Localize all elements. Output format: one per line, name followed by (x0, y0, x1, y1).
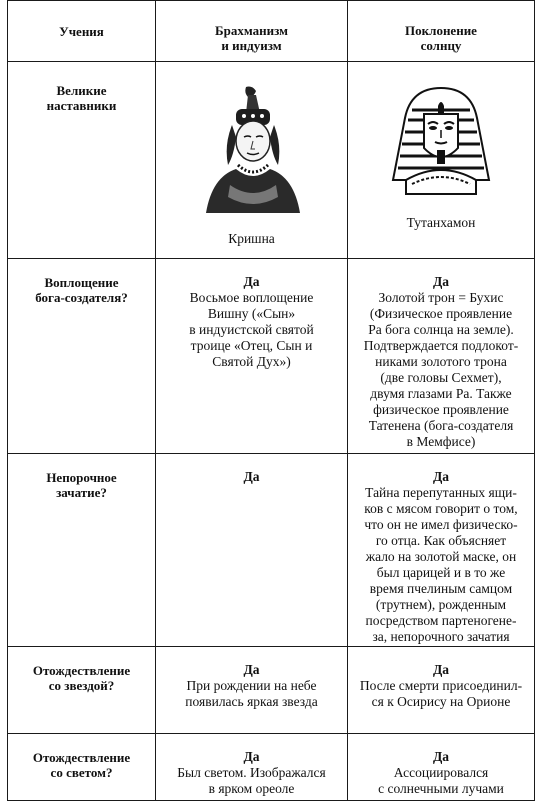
header-row (8, 1, 535, 62)
sun-conception-cell (348, 454, 535, 647)
krishna-caption: Кришна (228, 231, 275, 246)
brahmanism-light-cell (156, 734, 348, 801)
cell-text-line: (трутнем), рожденным (375, 597, 507, 612)
row-label-line: бога-создателя? (35, 290, 128, 305)
row-incarnation (8, 259, 535, 454)
yes-label: Да (243, 662, 260, 677)
cell-text-line: в индуистской святой (189, 322, 314, 337)
row-label-line: Непорочное (46, 470, 117, 485)
cell-text-line: (Физическое проявление (369, 306, 513, 321)
row-label-line: наставники (46, 98, 117, 113)
cell-text-line: что он не имел физическо- (364, 517, 518, 532)
tutankhamun-cell (348, 62, 535, 259)
row-label (8, 734, 156, 801)
tutankhamun-mask-image (386, 84, 496, 196)
cell-text-line: физическое проявление (373, 402, 509, 417)
cell-text-line: Татенена (бога-создателя (368, 418, 514, 433)
cell-text-line: Тайна перепутанных ящи- (365, 485, 517, 500)
row-star (8, 647, 535, 734)
cell-text-line: Вишну («Сын» (207, 306, 296, 321)
cell-text-line: с солнечными лучами (378, 781, 504, 796)
yes-label: Да (432, 274, 450, 289)
cell-text-line: в ярком ореоле (208, 781, 295, 796)
krishna-cell (156, 62, 348, 259)
yes-label: Да (243, 274, 260, 289)
cell-text-line: Ассоциировался (393, 765, 489, 780)
cell-text-line: Ра бога солнца на земле). (368, 322, 514, 337)
cell-text-line: за, непорочного зачатия (372, 629, 510, 644)
header-brahmanism (156, 1, 348, 62)
cell-text-line: Золотой трон = Бухис (378, 290, 504, 305)
cell-text-line: троице «Отец, Сын и (190, 338, 313, 353)
cell-text-line: ся к Осирису на Орионе (371, 694, 511, 709)
krishna-portrait-image (200, 85, 304, 213)
row-immaculate-conception (8, 454, 535, 647)
brahmanism-incarnation-cell (156, 259, 348, 454)
row-great-teachers (8, 62, 535, 259)
comparison-table (7, 0, 535, 801)
row-light (8, 734, 535, 801)
cell-text-line: При рождении на небе (186, 678, 317, 693)
row-label-line: со звездой? (48, 678, 115, 693)
tutankhamun-caption: Тутанхамон (406, 215, 476, 230)
row-label-line: со светом? (50, 765, 113, 780)
row-label (8, 647, 156, 734)
cell-text-line: Был светом. Изображался (177, 765, 326, 780)
cell-text-line: никами золотого трона (375, 354, 507, 369)
header-brahmanism-line2: и индуизм (221, 38, 282, 53)
row-label-line: Великие (56, 83, 107, 98)
cell-text-line: жало на золотой маске, он (365, 549, 517, 564)
yes-label: Да (243, 749, 260, 764)
header-brahmanism-line1: Брахманизм (215, 23, 288, 38)
yes-label: Да (243, 469, 260, 484)
cell-text-line: го отца. Как объясняет (375, 533, 507, 548)
cell-text-line: Подтверждается подлокот- (363, 338, 519, 353)
cell-text-line: (две головы Сехмет), (380, 370, 502, 385)
cell-text-line: двумя глазами Ра. Также (370, 386, 512, 401)
row-label-line: зачатие? (56, 485, 107, 500)
sun-incarnation-cell (348, 259, 535, 454)
header-teachings (8, 1, 156, 62)
row-label (8, 259, 156, 454)
yes-label: Да (432, 469, 450, 484)
brahmanism-star-cell (156, 647, 348, 734)
sun-light-cell (348, 734, 535, 801)
cell-text-line: ков с мясом говорит о том, (364, 501, 518, 516)
cell-text-line: посредством партеногене- (365, 613, 517, 628)
yes-label: Да (432, 662, 450, 677)
cell-text-line: в Мемфисе) (406, 434, 476, 449)
cell-text-line: После смерти присоединил- (359, 678, 523, 693)
header-sun-worship-line1: Поклонение (405, 23, 477, 38)
header-sun-worship (348, 1, 535, 62)
cell-text-line: появилась яркая звезда (185, 694, 318, 709)
row-label (8, 454, 156, 647)
row-label-line: Отождествление (32, 750, 131, 765)
header-teachings-label: Учения (59, 24, 104, 39)
cell-text-line: Восьмое воплощение (189, 290, 314, 305)
cell-text-line: время пчелиным самцом (369, 581, 513, 596)
cell-text-line: был царицей и в то же (376, 565, 506, 580)
header-sun-worship-line2: солнцу (420, 38, 462, 53)
cell-text-line: Святой Дух») (212, 354, 291, 369)
sun-star-cell (348, 647, 535, 734)
yes-label: Да (432, 749, 450, 764)
brahmanism-conception-cell (156, 454, 348, 647)
row-label-line: Отождествление (32, 663, 131, 678)
row-label (8, 62, 156, 259)
row-label-line: Воплощение (44, 275, 119, 290)
